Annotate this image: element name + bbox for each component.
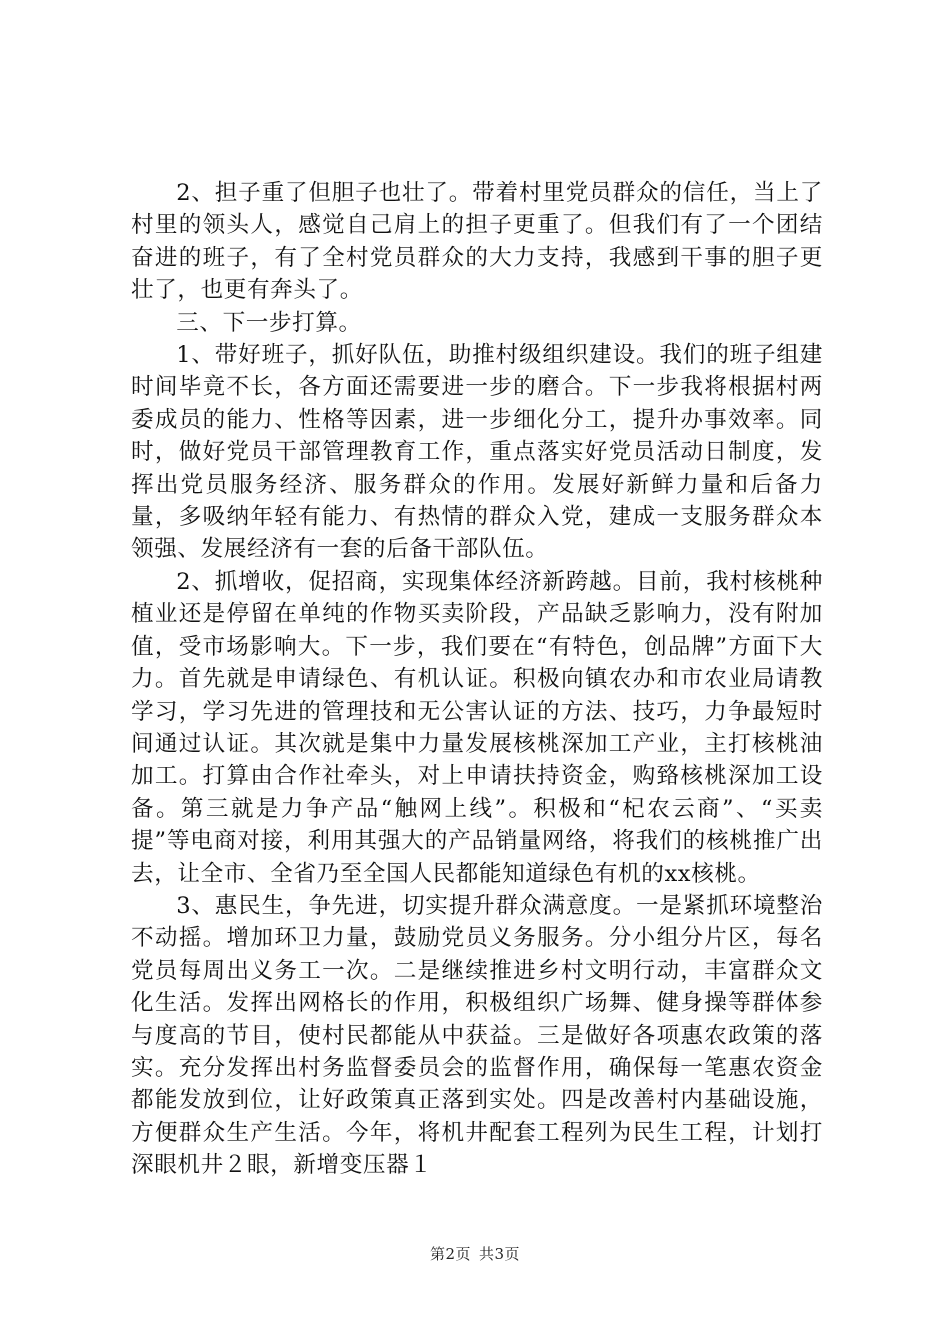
section-heading-next-plan: 三、下一步打算。 [176,309,362,336]
paragraph-public-welfare: 3、惠民生，争先进，切实提升群众满意度。一是紧抓环境整治不动摇。增加环卫力量，鼓励党员义务服务。分小组分片区，每名党员每周出义务工一次。二是继续推进乡村文明行动，丰富群众文化生活。发挥出网格长的作用，积极组织广场舞、健身操等群体参与度高的节目，使村民都能从中获益。三是做好各项惠农政策的落实。充分发挥出村务监督委员会的监督作用，确保每一笔惠农资金都能发放到位，让好政策真正落到实处。四是改善村内基础设施，方便群众生产生活。今年，将机井配套工程列为民生工程，计划打深眼机井２眼，新增变压器１ [131,892,823,1179]
page-total: 共3页 [479,1245,521,1263]
paragraph-team-building: 1、带好班子，抓好队伍，助推村级组织建设。我们的班子组建时间毕竟不长，各方面还需要进一步的磨合。下一步我将根据村两委成员的能力、性格等因素，进一步细化分工，提升办事效率。同时，做好党员干部管理教育工作，重点落实好党员活动日制度，发挥出党员服务经济、服务群众的作用。发展好新鲜力量和后备力量，多吸纳年轻有能力、有热情的群众入党，建成一支服务群众本领强、发展经济有一套的后备干部队伍。 [131,342,823,563]
paragraph-income-growth: 2、抓增收，促招商，实现集体经济新跨越。目前，我村核桃种植业还是停留在单纯的作物买卖阶段，产品缺乏影响力，没有附加值，受市场影响大。下一步，我们要在“有特色，创品牌”方面下大力。首先就是申请绿色、有机认证。积极向镇农办和市农业局请教学习，学习先进的管理技和无公害认证的方法、技巧，力争最短时间通过认证。其次就是集中力量发展核桃深加工产业，主打核桃油加工。打算由合作社牵头，对上申请扶持资金，购臵核桃深加工设备。第三就是力争产品“触网上线”。积极和“杞农云商”、“买卖提”等电商对接，利用其强大的产品销量网络，将我们的核桃推广出去，让全市、全省乃至全国人民都能知道绿色有机的xx核桃。 [131,568,823,887]
document-body [131,177,823,1182]
page-footer [0,1244,950,1264]
paragraph-responsibility: 2、担子重了但胆子也壮了。带着村里党员群众的信任，当上了村里的领头人，感觉自己肩上的担子更重了。但我们有了一个团结奋进的班子，有了全村党员群众的大力支持，我感到干事的胆子更壮了，也更有奔头了。 [131,180,823,304]
page-number: 第2页 [429,1245,471,1263]
